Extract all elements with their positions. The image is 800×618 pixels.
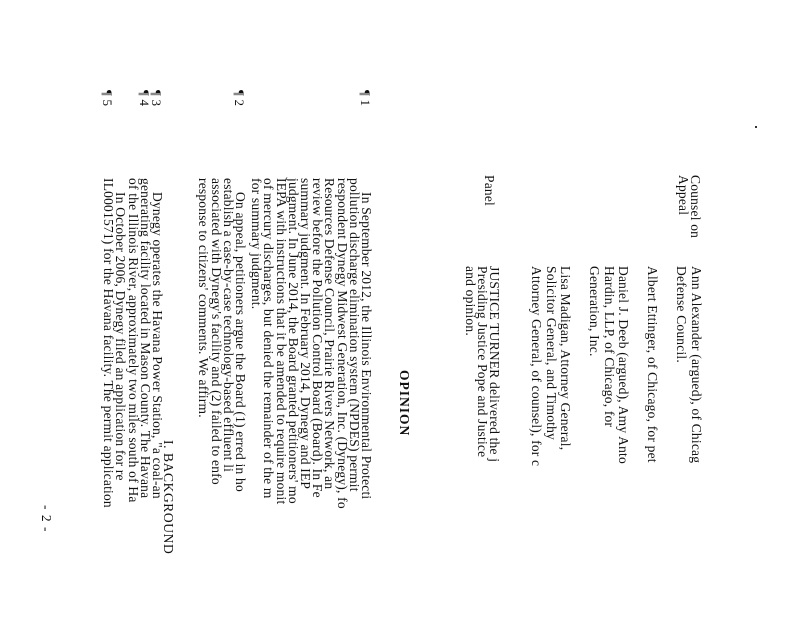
counsel-line (573, 266, 588, 466)
paragraph-line: Resources Defense Council, Prairie Rivers Network, an (322, 178, 338, 490)
paragraph-line: On appeal, petitioners argue the Board (1) erred in ho (233, 192, 248, 492)
opinion-paragraph (250, 178, 372, 509)
counsel-label: Counsel on (688, 175, 703, 239)
counsel-line: Albert Ettinger, of Chicago, for pet (645, 266, 661, 463)
panel-label: Panel (482, 175, 497, 206)
opinion-heading: OPINION (397, 370, 412, 437)
background-paragraph (102, 178, 163, 508)
paragraph-line: judgment. In June 2014, the Board granted petitioners' mo (285, 178, 301, 504)
paragraph-line: In September 2012, the Illinois Environmental Protecti (359, 192, 374, 500)
counsel-line: Solicitor General, and Timothy (544, 266, 559, 440)
panel-list (463, 266, 500, 462)
panel-line: Presiding Justice Pope and Justice (474, 266, 490, 458)
page-number: - 2 - (39, 505, 54, 533)
counsel-line: Attorney General, of counsel), for c (529, 266, 545, 467)
paragraph-line: of mercury discharges, but denied the remainder of the m (261, 178, 277, 499)
panel-line: JUSTICE TURNER delivered the j (487, 266, 502, 463)
paragraph-line: review before the Pollution Control Board (Board). In Fe (310, 178, 326, 498)
paragraph-line: for summary judgment. (249, 178, 265, 310)
paragraph-line: associated with Dynegy's facility and (2) failed to enfo (208, 178, 224, 485)
paragraph-line: summary judgment. In February 2014, Dynegy and IEP (297, 178, 313, 490)
paragraph-line: respondent Dynegy Midwest Generation, Inc. (Dynegy), fo (334, 178, 350, 509)
paragraph-line: Dynegy operates the Havana Power Station, "a coal-an (150, 192, 165, 499)
paragraph-line: establish a case-by-case technology-based effluent li (220, 178, 236, 473)
opinion-paragraph (197, 178, 246, 492)
counsel-list (529, 266, 703, 466)
paragraph-line: response to citizens' comments. We affirm. (196, 178, 212, 418)
paragraph-line: pollution discharge elimination system (NPDES) permit (346, 178, 362, 492)
counsel-line: Hardin, LLP, of Chicago, for (602, 266, 617, 428)
counsel-line (660, 266, 675, 466)
paragraph-mark: ¶ 1 (358, 90, 373, 107)
paragraph-line: IEPA with instructions that it be amended to require monit (273, 178, 289, 505)
paragraph-line: In October 2006, Dynegy filed an application for re (113, 192, 129, 481)
paragraph-line: generating facility located in Mason County. The Havana (137, 178, 153, 499)
counsel-line: Defense Council. (674, 266, 690, 363)
paragraph-mark: ¶ 4 (137, 90, 152, 107)
counsel-line: Generation, Inc. (587, 266, 603, 357)
panel-line: and opinion. (462, 266, 478, 336)
paragraph-mark: ¶ 3 (149, 90, 164, 107)
counsel-line: Ann Alexander (argued), of Chicag (689, 266, 704, 464)
paragraph-mark: ¶ 2 (232, 90, 247, 107)
background-heading: I. BACKGROUND (161, 440, 176, 555)
counsel-line: Lisa Madigan, Attorney General, (558, 266, 574, 451)
paragraph-line: IL0001571) for the Havana facility. The permit application (101, 178, 117, 508)
stray-mark (755, 126, 757, 128)
counsel-line (631, 266, 646, 466)
paragraph-line: of the Illinois River, approximately two miles south of Ha (125, 178, 141, 503)
counsel-line: Daniel J. Deeb (argued), Amy Anto (616, 266, 632, 464)
paragraph-mark: ¶ 5 (100, 90, 115, 107)
counsel-label-continued: Appeal (676, 175, 691, 216)
